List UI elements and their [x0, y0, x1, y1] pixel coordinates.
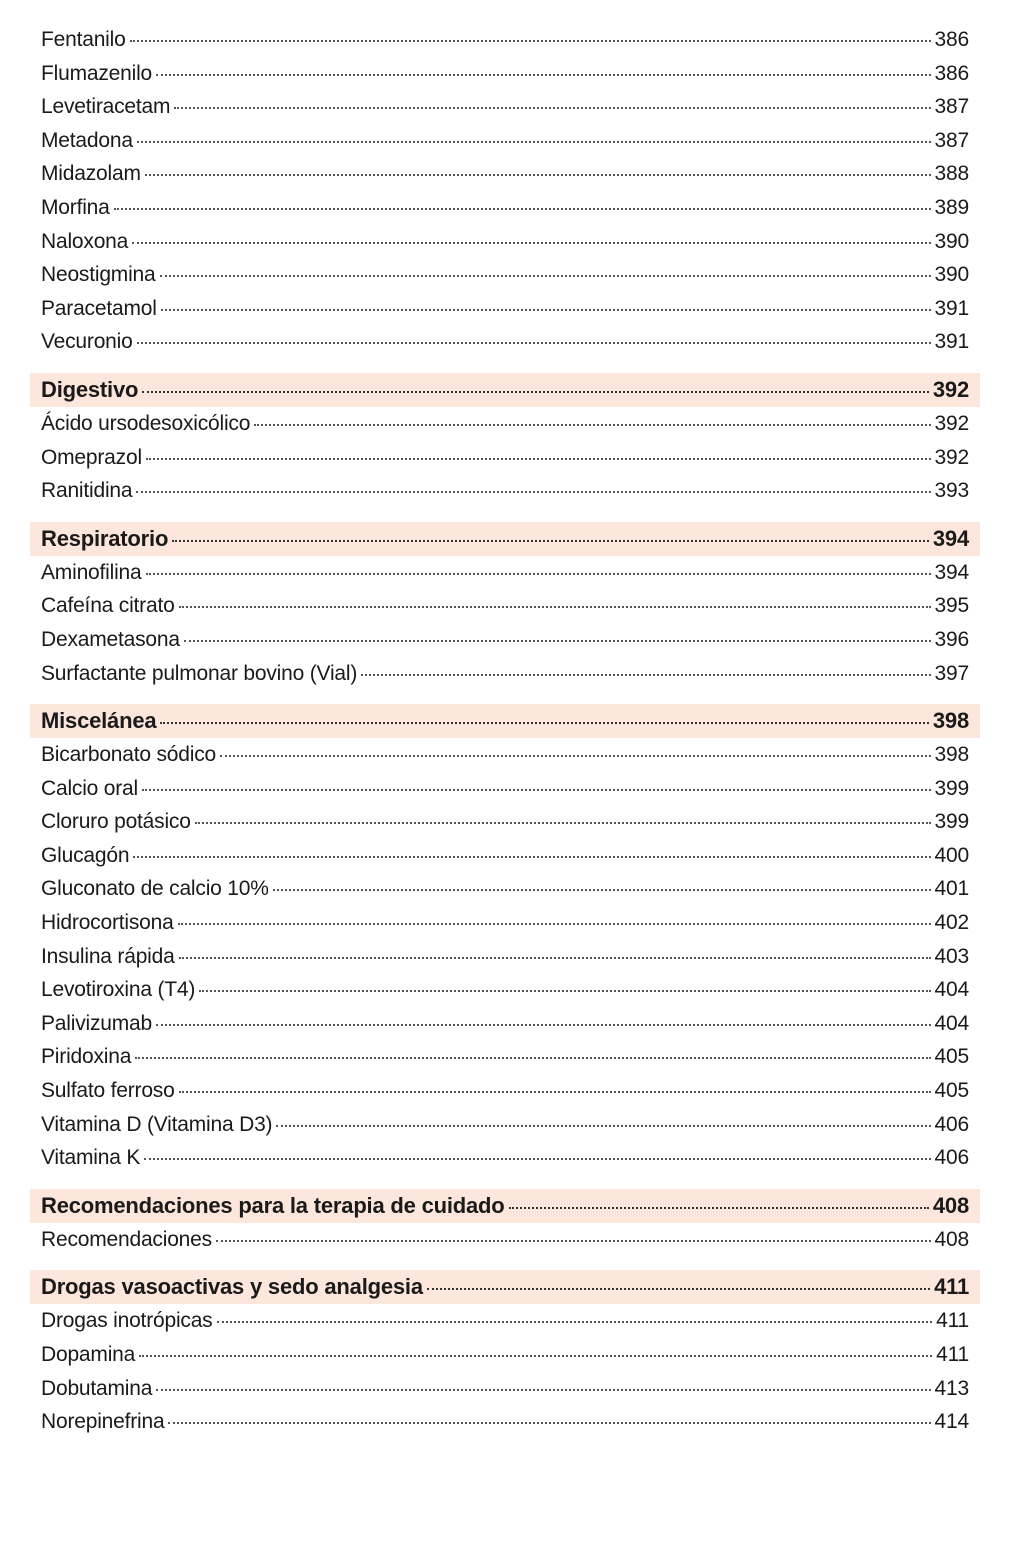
- section-page-number: 394: [932, 525, 969, 551]
- entry-page-number: 411: [936, 1309, 969, 1333]
- dot-leader: [216, 1240, 931, 1242]
- toc-entry[interactable]: [30, 805, 980, 839]
- dot-leader: [156, 74, 931, 76]
- dot-leader: [144, 1158, 930, 1160]
- toc-section: [30, 704, 980, 1175]
- entry-page-number: 406: [934, 1112, 969, 1136]
- dot-leader: [142, 391, 929, 393]
- entry-page-number: 405: [934, 1079, 969, 1103]
- toc-entry[interactable]: [30, 657, 980, 691]
- section-title: Drogas vasoactivas y sedo analgesia: [41, 1274, 423, 1300]
- entry-name: Dobutamina: [41, 1376, 153, 1400]
- entry-name: Sulfato ferroso: [41, 1079, 175, 1103]
- toc-entry[interactable]: [30, 225, 980, 259]
- entry-page-number: 391: [934, 330, 969, 354]
- dot-leader: [195, 822, 931, 824]
- toc-entry[interactable]: [30, 1338, 980, 1372]
- entry-page-number: 386: [934, 61, 969, 85]
- dot-leader: [133, 856, 930, 858]
- toc-entry[interactable]: [30, 57, 980, 91]
- section-heading[interactable]: [30, 704, 980, 738]
- entry-page-number: 390: [934, 263, 969, 287]
- dot-leader: [361, 674, 930, 676]
- toc-entry[interactable]: [30, 1141, 980, 1175]
- dot-leader: [146, 458, 931, 460]
- entry-name: Insulina rápida: [41, 944, 175, 968]
- entry-page-number: 399: [934, 776, 969, 800]
- entry-page-number: 394: [934, 560, 969, 584]
- entry-page-number: 387: [934, 95, 969, 119]
- dot-leader: [179, 957, 931, 959]
- entry-page-number: 406: [934, 1146, 969, 1170]
- toc-entry[interactable]: [30, 191, 980, 225]
- toc-entry[interactable]: [30, 1405, 980, 1439]
- section-title: Digestivo: [41, 376, 139, 402]
- dot-leader: [276, 1125, 930, 1127]
- toc-entry[interactable]: [30, 157, 980, 191]
- toc-entry[interactable]: [30, 772, 980, 806]
- toc-section: [30, 1270, 980, 1438]
- entry-page-number: 389: [934, 195, 969, 219]
- dot-leader: [137, 342, 931, 344]
- entry-page-number: 395: [934, 594, 969, 618]
- entry-page-number: 392: [934, 411, 969, 435]
- entry-name: Calcio oral: [41, 776, 139, 800]
- toc-entry[interactable]: [30, 906, 980, 940]
- dot-leader: [254, 424, 930, 426]
- entry-name: Vecuronio: [41, 330, 133, 354]
- dot-leader: [132, 242, 930, 244]
- section-heading[interactable]: [30, 373, 980, 407]
- entry-name: Vitamina D (Vitamina D3): [41, 1112, 273, 1136]
- entry-name: Drogas inotrópicas: [41, 1309, 213, 1333]
- entry-name: Piridoxina: [41, 1045, 132, 1069]
- entry-page-number: 397: [934, 661, 969, 685]
- entry-name: Ácido ursodesoxicólico: [41, 411, 251, 435]
- entry-page-number: 411: [936, 1343, 969, 1366]
- entry-page-number: 387: [934, 128, 969, 152]
- toc-section: [30, 1189, 980, 1257]
- entry-page-number: 399: [934, 810, 969, 834]
- section-title: Recomendaciones para la terapia de cuidado: [41, 1192, 505, 1218]
- entry-name: Dexametasona: [41, 627, 180, 651]
- entry-page-number: 402: [934, 911, 969, 935]
- dot-leader: [273, 889, 931, 891]
- toc-entry[interactable]: [30, 23, 980, 57]
- toc-entry[interactable]: [30, 407, 980, 441]
- entry-name: Vitamina K: [41, 1146, 141, 1170]
- entry-page-number: 400: [934, 843, 969, 867]
- section-title: Respiratorio: [41, 525, 169, 551]
- dot-leader: [137, 141, 931, 143]
- toc-section: [30, 23, 980, 359]
- entry-name: Dopamina: [41, 1343, 136, 1366]
- entry-name: Levetiracetam: [41, 95, 171, 119]
- entry-name: Bicarbonato sódico: [41, 743, 217, 767]
- toc-entry[interactable]: [30, 839, 980, 873]
- toc-entry[interactable]: [30, 1108, 980, 1142]
- section-heading[interactable]: [30, 522, 980, 556]
- entry-name: Cloruro potásico: [41, 810, 191, 834]
- dot-leader: [220, 755, 931, 757]
- entry-page-number: 393: [934, 479, 969, 503]
- dot-leader: [139, 1355, 932, 1357]
- entry-page-number: 403: [934, 944, 969, 968]
- toc-entry[interactable]: [30, 90, 980, 124]
- section-page-number: 411: [934, 1274, 969, 1300]
- toc-entry[interactable]: [30, 1040, 980, 1074]
- entry-page-number: 401: [934, 877, 969, 901]
- toc-entry[interactable]: [30, 1372, 980, 1406]
- dot-leader: [156, 1389, 930, 1391]
- dot-leader: [156, 1024, 931, 1026]
- dot-leader: [179, 1091, 931, 1093]
- dot-leader: [184, 640, 931, 642]
- entry-page-number: 405: [934, 1045, 969, 1069]
- entry-name: Neostigmina: [41, 263, 156, 287]
- toc-entry[interactable]: [30, 623, 980, 657]
- toc-section: [30, 373, 980, 508]
- dot-leader: [172, 540, 929, 542]
- dot-leader: [161, 309, 931, 311]
- toc-entry[interactable]: [30, 124, 980, 158]
- dot-leader: [130, 40, 931, 42]
- entry-name: Paracetamol: [41, 296, 157, 320]
- entry-name: Flumazenilo: [41, 61, 153, 85]
- section-page-number: 408: [932, 1192, 969, 1218]
- entry-name: Ranitidina: [41, 479, 133, 503]
- entry-name: Gluconato de calcio 10%: [41, 877, 269, 901]
- toc-entry[interactable]: [30, 940, 980, 974]
- dot-leader: [178, 923, 931, 925]
- toc-entry[interactable]: [30, 1223, 980, 1257]
- entry-page-number: 404: [934, 978, 969, 1002]
- entry-page-number: 413: [934, 1376, 969, 1400]
- toc-entry[interactable]: [30, 258, 980, 292]
- toc-entry[interactable]: [30, 738, 980, 772]
- entry-name: Midazolam: [41, 162, 141, 186]
- toc-entry[interactable]: [30, 1007, 980, 1041]
- entry-page-number: 391: [934, 296, 969, 320]
- entry-page-number: 408: [934, 1227, 969, 1251]
- dot-leader: [135, 1057, 930, 1059]
- entry-page-number: 398: [934, 743, 969, 767]
- table-of-contents: [30, 23, 980, 1439]
- dot-leader: [199, 990, 930, 992]
- dot-leader: [142, 789, 931, 791]
- dot-leader: [217, 1321, 933, 1323]
- toc-entry[interactable]: [30, 1074, 980, 1108]
- dot-leader: [427, 1288, 930, 1290]
- entry-page-number: 388: [934, 162, 969, 186]
- entry-name: Levotiroxina (T4): [41, 978, 196, 1002]
- entry-name: Surfactante pulmonar bovino (Vial): [41, 661, 358, 685]
- section-page-number: 392: [932, 376, 969, 402]
- dot-leader: [146, 573, 931, 575]
- entry-page-number: 414: [934, 1410, 969, 1434]
- toc-entry[interactable]: [30, 589, 980, 623]
- entry-name: Morfina: [41, 195, 110, 219]
- entry-name: Glucagón: [41, 843, 130, 867]
- toc-entry[interactable]: [30, 441, 980, 475]
- entry-name: Naloxona: [41, 229, 129, 253]
- dot-leader: [114, 208, 931, 210]
- entry-name: Omeprazol: [41, 445, 142, 469]
- dot-leader: [145, 174, 931, 176]
- section-title: Miscelánea: [41, 708, 157, 734]
- section-heading[interactable]: [30, 1189, 980, 1223]
- entry-page-number: 392: [934, 445, 969, 469]
- toc-section: [30, 522, 980, 690]
- toc-entry[interactable]: [30, 1304, 980, 1338]
- entry-page-number: 404: [934, 1011, 969, 1035]
- toc-entry[interactable]: [30, 474, 980, 508]
- entry-name: Cafeína citrato: [41, 594, 175, 618]
- entry-name: Palivizumab: [41, 1011, 153, 1035]
- entry-page-number: 386: [934, 28, 969, 51]
- section-heading[interactable]: [30, 1270, 980, 1304]
- dot-leader: [160, 722, 928, 724]
- toc-entry[interactable]: [30, 973, 980, 1007]
- section-page-number: 398: [932, 708, 969, 734]
- toc-entry[interactable]: [30, 556, 980, 590]
- dot-leader: [160, 275, 931, 277]
- entry-name: Aminofilina: [41, 560, 142, 584]
- entry-name: Fentanilo: [41, 28, 126, 51]
- toc-entry[interactable]: [30, 872, 980, 906]
- entry-name: Hidrocortisona: [41, 911, 174, 935]
- dot-leader: [168, 1422, 930, 1424]
- dot-leader: [509, 1207, 929, 1209]
- entry-name: Norepinefrina: [41, 1410, 165, 1434]
- dot-leader: [136, 491, 930, 493]
- entry-name: Recomendaciones: [41, 1227, 212, 1251]
- entry-page-number: 390: [934, 229, 969, 253]
- toc-entry[interactable]: [30, 292, 980, 326]
- toc-entry[interactable]: [30, 325, 980, 359]
- dot-leader: [174, 107, 930, 109]
- entry-name: Metadona: [41, 128, 133, 152]
- dot-leader: [179, 606, 931, 608]
- entry-page-number: 396: [934, 627, 969, 651]
